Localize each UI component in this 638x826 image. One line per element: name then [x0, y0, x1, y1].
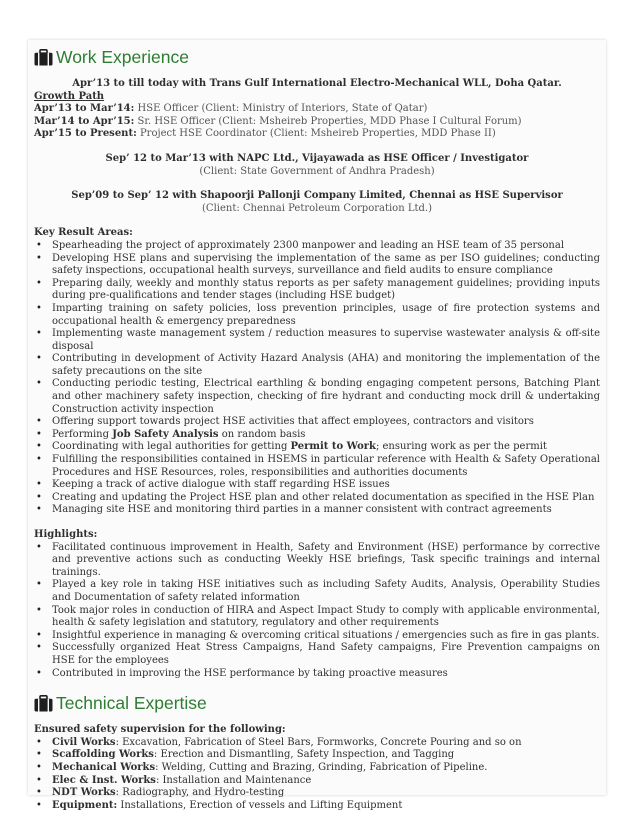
section-title: Work Experience [56, 47, 189, 67]
item-label: Mechanical Works [52, 761, 156, 773]
item-label: Scaffolding Works [52, 749, 154, 761]
item-text: Keeping a track of active dialogue with staff regarding HSE issues [52, 479, 390, 491]
list-item: • Took major roles in conduction of HIRA and Aspect Impact Study to comply with applicable environmental, health & safety legislation and statutory, regulatory and other requirements [34, 605, 600, 630]
list-item [34, 416, 600, 429]
list-item [34, 787, 600, 800]
item-text: Developing HSE plans and supervising the implementation of the same as per ISO guidelines; conducting safety inspections, occupational health surveys, surveillance and field audits to ensure compliance [52, 252, 600, 277]
list-item: • Contributed in improving the HSE performance by taking proactive measures [34, 668, 600, 681]
item-text: Implementing waste management system / reduction measures to supervise wastewater analysis & off-site disposal [52, 328, 600, 352]
growth-path-label: Growth Path [34, 90, 105, 102]
item-text: Fulfilling the responsibilities contained in HSEMS in particular reference with Health & Safety Operational Procedures and HSE Resources, roles, responsibilities and authorities documents [52, 454, 600, 478]
technical-expertise-list [34, 737, 600, 813]
list-item [34, 479, 600, 492]
list-item [34, 762, 600, 775]
item-text: : Installation and Maintenance [155, 774, 312, 786]
highlights-label: Highlights: [34, 529, 98, 540]
item-text: Performing [52, 428, 113, 440]
page-content [34, 44, 600, 812]
list-item [34, 429, 600, 442]
item-text: : Welding, Cutting and Brazing, Grinding, Fabrication of Pipeline. [155, 761, 488, 773]
list-item: • Facilitated continuous improvement in Health, Safety and Environment (HSE) performance by corrective and preventive actions such as conducting Weekly HSE briefings, Task specific trainings and internal trainings. [34, 542, 600, 580]
item-text: Installations, Erection of vessels and Lifting Equipment [117, 799, 403, 811]
growth-path-period: Apr’13 to Mar’14: [34, 103, 135, 115]
list-item [34, 240, 600, 253]
growth-path-item [34, 128, 600, 141]
item-text: Managing site HSE and monitoring third parties in a manner consistent with contract agreements [52, 504, 552, 516]
item-text: ; ensuring work as per the permit [375, 441, 547, 453]
growth-path-role: HSE Officer (Client: Ministry of Interiors, State of Qatar) [134, 103, 428, 115]
list-item [34, 253, 600, 278]
item-text: Imparting training on safety policies, loss prevention principles, usage of fire protection systems and occupational health & emergency preparedness [52, 302, 600, 327]
item-text: Conducting periodic testing, Electrical earthling & bonding engaging competent persons, Batching Plant and other machinery safety inspection, checking of fire hydrant and conducting mock drill & undertaking Construction activity inspection [52, 378, 600, 415]
list-item [34, 775, 600, 788]
work-experience-heading [34, 44, 600, 70]
item-text: Creating and updating the Project HSE plan and other related documentation as specified in the HSE Plan [52, 491, 595, 503]
resume-page [28, 40, 606, 811]
item-label: NDT Works [52, 787, 116, 799]
list-item [34, 278, 600, 303]
list-item [34, 749, 600, 762]
job-header: Sep’ 12 to Mar’13 with NAPC Ltd., Vijayawada as HSE Officer / Investigator [105, 152, 529, 164]
item-text: Offering support towards project HSE activities that affect employees, contractors and visitors [52, 416, 534, 428]
item-text: Coordinating with legal authorities for getting [52, 441, 291, 453]
item-label: Equipment: [52, 799, 118, 811]
list-item [34, 303, 600, 328]
job-header: Apr’13 to till today with Trans Gulf International Electro-Mechanical WLL, Doha Qatar. [72, 78, 562, 89]
technical-expertise-heading [34, 690, 600, 716]
item-text: : Radiography, and Hydro-testing [115, 787, 285, 799]
list-item [34, 441, 600, 454]
growth-path-period: Mar’14 to Apr’15: [34, 115, 135, 127]
item-text: : Erection and Dismantling, Safety Inspection, and Tagging [153, 749, 455, 761]
item-label: Civil Works [52, 736, 116, 748]
list-item [34, 454, 600, 479]
item-label: Elec & Inst. Works [52, 774, 156, 786]
key-result-areas-list [34, 240, 600, 517]
growth-path-list [34, 103, 600, 141]
key-result-areas-label: Key Result Areas: [34, 227, 133, 239]
highlights-list [34, 542, 600, 681]
technical-intro: Ensured safety supervision for the following: [34, 724, 286, 736]
list-item [34, 328, 600, 353]
item-text: on random basis [218, 428, 306, 440]
list-item [34, 504, 600, 517]
job-header: Sep’09 to Sep’ 12 with Shapoorji Pallonji Company Limited, Chennai as HSE Supervisor [71, 190, 563, 202]
list-item [34, 737, 600, 750]
growth-path-role: Project HSE Coordinator (Client: Msheireb Properties, MDD Phase II) [136, 128, 496, 140]
growth-path-role: Sr. HSE Officer (Client: Msheireb Properties, MDD Phase I Cultural Forum) [134, 115, 522, 127]
job-client: (Client: State Government of Andhra Pradesh) [199, 165, 435, 177]
section-title: Technical Expertise [56, 693, 207, 714]
item-emphasis: Job Safety Analysis [112, 428, 219, 440]
growth-path-period: Apr’15 to Present: [34, 128, 137, 140]
item-text: : Excavation, Fabrication of Steel Bars, Formworks, Concrete Pouring and so on [115, 736, 522, 748]
briefcase-icon [34, 49, 53, 66]
job-client: (Client: Chennai Petroleum Corporation Ltd.) [202, 202, 432, 214]
list-item: • Successfully organized Heat Stress Campaigns, Hand Safety campaigns, Fire Prevention campaigns on HSE for the employees [34, 642, 600, 667]
growth-path-item [34, 103, 600, 116]
list-item [34, 800, 600, 813]
item-text: Spearheading the project of approximately 2300 manpower and leading an HSE team of 35 personal [52, 239, 565, 251]
briefcase-icon [34, 695, 53, 712]
growth-path-item [34, 116, 600, 129]
item-text: Contributing in development of Activity Hazard Analysis (AHA) and monitoring the implementation of the safety precautions on the site [52, 353, 600, 377]
list-item [34, 353, 600, 378]
list-item [34, 492, 600, 505]
list-item: • Insightful experience in managing & overcoming critical situations / emergencies such as fire in gas plants. [34, 630, 600, 643]
item-text: Preparing daily, weekly and monthly status reports as per safety management guidelines; providing inputs during pre-qualifications and tender stages (including HSE budget) [52, 277, 600, 302]
item-emphasis: Permit to Work [290, 441, 376, 453]
list-item: • Played a key role in taking HSE initiatives such as including Safety Audits, Analysis, Operability Studies and Documentation of safety related information [34, 579, 600, 604]
list-item [34, 378, 600, 416]
